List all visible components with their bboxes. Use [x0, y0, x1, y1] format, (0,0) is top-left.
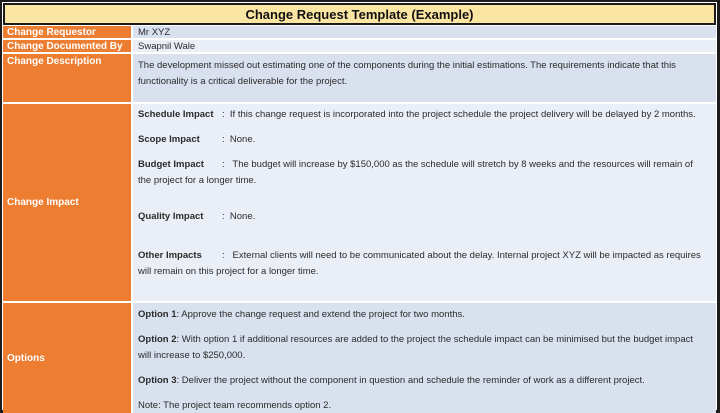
- option-entry-3: [138, 373, 706, 389]
- impact-entry-other: [138, 248, 706, 280]
- change-requestor-value-cell: [133, 26, 716, 38]
- impact-entry-quality: [138, 209, 706, 225]
- change-documented-by-label: Change Documented By: [7, 40, 123, 52]
- template-title: Change Request Template (Example): [245, 6, 474, 22]
- change-description-value-cell: [133, 54, 716, 102]
- impact-term-schedule: Schedule Impact: [138, 109, 214, 120]
- row-label-change-description: [3, 54, 131, 102]
- impact-text-budget: : The budget will increase by $150,000 as the schedule will stretch by 8 weeks and the resources will remain of the project for a longer time.: [138, 159, 696, 186]
- change-documented-by-value: Swapnil Wale: [138, 40, 196, 52]
- impact-entry-schedule: [138, 107, 706, 123]
- template-title-bar: [3, 3, 716, 25]
- impact-entry-scope: [138, 132, 706, 148]
- change-impact-label: Change Impact: [7, 197, 79, 208]
- option-1-text: : Approve the change request and extend the project for two months.: [176, 309, 465, 320]
- option-entry-2: [138, 332, 706, 364]
- change-requestor-value: Mr XYZ: [138, 26, 171, 38]
- option-2-text: : With option 1 if additional resources are added to the project the schedule impact can be minimised but the budget impact will increase to $250,000.: [138, 334, 696, 361]
- option-3-text: : Deliver the project without the component in question and schedule the reminder of work as a different project.: [176, 375, 645, 386]
- impact-term-other: Other Impacts: [138, 250, 202, 261]
- impact-term-quality: Quality Impact: [138, 211, 204, 222]
- template-table: [3, 26, 716, 413]
- option-1-term: Option 1: [138, 309, 177, 320]
- impact-text-scope: : None.: [222, 134, 256, 145]
- option-2-term: Option 2: [138, 334, 177, 345]
- impact-text-quality: : None.: [222, 211, 256, 222]
- impact-text-schedule: : If this change request is incorporated into the project schedule the project delivery will be delayed by 2 months.: [222, 109, 696, 120]
- impact-term-budget: Budget Impact: [138, 159, 204, 170]
- change-description-label: Change Description: [7, 56, 102, 67]
- options-note: Note: The project team recommends option 2.: [138, 400, 332, 411]
- change-requestor-label: Change Requestor: [7, 26, 96, 38]
- change-documented-by-value-cell: [133, 40, 716, 52]
- options-label: Options: [7, 353, 45, 364]
- row-label-change-requestor: [3, 26, 131, 38]
- impact-text-other: : External clients will need to be communicated about the delay. Internal project XYZ will be impacted as requires will remain on this project for a longer time.: [138, 250, 704, 277]
- options-value-cell: [133, 303, 716, 413]
- change-impact-value-cell: [133, 104, 716, 301]
- row-label-options: [3, 303, 131, 413]
- option-3-term: Option 3: [138, 375, 177, 386]
- row-label-change-impact: [3, 104, 131, 301]
- option-entry-1: [138, 307, 706, 323]
- row-label-change-documented-by: [3, 40, 131, 52]
- impact-entry-budget: [138, 157, 706, 189]
- impact-term-scope: Scope Impact: [138, 134, 200, 145]
- change-description-value: The development missed out estimating one of the components during the initial estimations. The requirements indicate that this functionality is a critical deliverable for the project.: [138, 60, 676, 87]
